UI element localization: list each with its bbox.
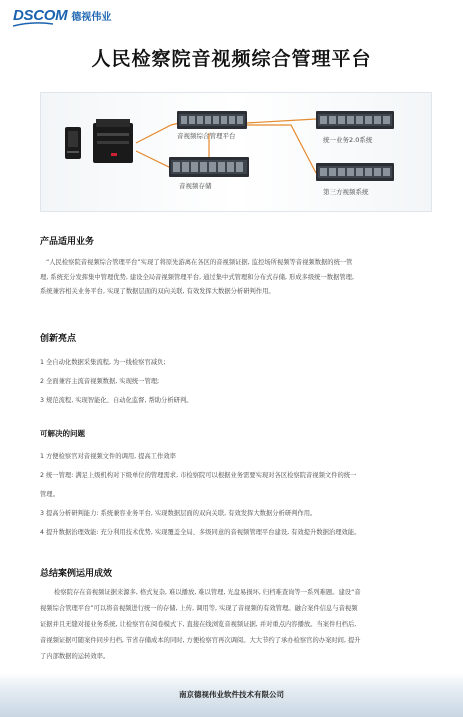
platform-label: 音视频综合管理平台 [177,132,236,140]
section-highlights [40,331,432,410]
scope-line: 系统兼容相关业务平台, 实现了数据层面的双向关联, 有效发挥大数据分析研判作用。 [40,288,275,295]
highlights-list [40,353,432,410]
business-system-server-icon [316,111,394,129]
architecture-diagram [40,92,432,212]
problems-list [40,447,432,542]
logo-swoosh-icon [13,22,53,27]
problem-item: 2 统一管理: 满足上级机构对下级单位的管理需求, 市检察院可以根据业务需要实现对各区检察院音视频文件的统一 [40,472,357,479]
highlights-heading: 创新亮点 [40,334,77,344]
section-problems [40,428,432,542]
problems-heading: 可解决的问题 [40,429,85,438]
problem-item: 管理。 [40,491,59,498]
scope-line: 理, 系统充分发挥集中管理优势, 建设全局音视频管理平台, 通过集中式管理和分布式存储, 形成多级统一数据管理, [40,273,354,281]
logo-cn: 德视伟业 [71,11,112,23]
storage-label: 音视频存储 [179,182,212,190]
header-bar [0,0,463,30]
logo-text: DSCOM [13,6,68,24]
third-party-server-icon [316,163,394,181]
third-party-system-label: 第三方视频系统 [323,188,369,196]
cases-body [40,585,432,665]
workstation-device-icon [93,119,133,163]
problem-item: 1 方便检察官对音视频文件的调用, 提高工作效率 [40,453,176,460]
company-footer: 南京德视伟业软件技术有限公司 [179,690,284,699]
cases-line: 检察院存在音视频证据来源多, 格式复杂, 难以播放, 难以管理, 光盘易损坏, 归档难查询等一系列难题。建设“音 [54,589,361,596]
cases-heading: 总结案例运用成效 [40,569,113,579]
scope-heading: 产品适用业务 [40,237,95,247]
highlight-item: 2 全面兼容主流音视频数据, 实现统一管理; [40,378,160,385]
cases-line: 证据并且无缝对接业务系统, 让检察官在阅卷模式下, 直接在线浏览音视频证据, 并对重点内容播放。当案件归档后, [40,621,357,628]
scope-body [40,256,432,300]
problem-item: 3 提高分析研判能力: 系统兼容业务平台, 实现数据层面的双向关联, 有效发挥大数据分析研判作用。 [40,510,317,517]
section-scope [40,234,432,300]
diagram-canvas [41,93,431,211]
terminal-device-icon [65,127,81,159]
highlight-item: 1 全自动化数据采集流程, 为一线检察官减负; [40,359,166,366]
storage-server-icon [169,157,249,177]
section-cases [40,566,432,665]
scope-line: “人民检察院音视频综合管理平台”实现了将原先游离在各区的音视频证据, 监控场所视频等音视频数据的统一管 [46,259,353,266]
problem-item: 4 提升数据治理效能: 充分利用技术优势, 实现覆盖全局、多级同意的音视频管理平台建设, 有效提升数据治理效能。 [40,529,361,536]
cases-line: 视频综合管理平台”可以将音视频进行统一的存储, 上传, 调用等, 实现了音视频的有效管理。融合案件信息与音视频 [40,605,358,612]
highlight-item: 3 规范流程, 实现智能化、自动化监督, 帮助分析研判。 [40,397,193,404]
page-title: 人民检察院音视频综合管理平台 [91,48,372,70]
company-logo [13,5,111,25]
cases-line: 了内部数据的运转效率。 [40,653,110,660]
platform-server-icon [177,111,247,129]
cases-line: 音视频证据可随案件同步归档, 节省存储成本的同时, 方便检察官再次调阅。大大节约了承办检察官的办案时间, 提升 [40,637,361,644]
business-system-label: 统一业务2.0系统 [323,136,373,144]
